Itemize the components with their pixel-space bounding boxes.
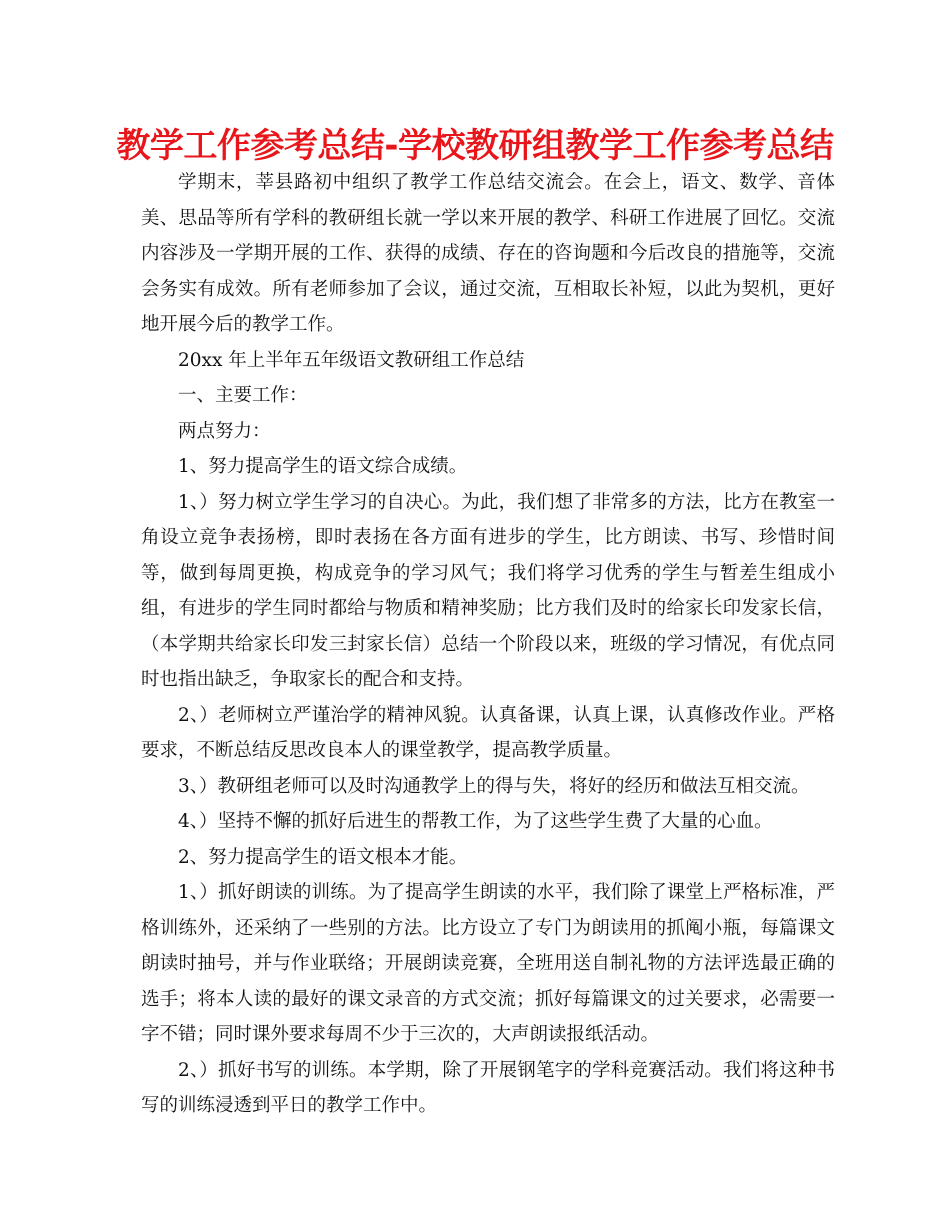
paragraph: 2、）老师树立严谨治学的精神风貌。认真备课，认真上课，认真修改作业。严格要求，不断总结反思改良本人的课堂教学，提高教学质量。	[141, 704, 835, 761]
paragraph: 1、）抓好朗读的训练。为了提高学生朗读的水平，我们除了课堂上严格标准，严格训练外，还采纳了一些别的方法。比方设立了专门为朗读用的抓阄小瓶，每篇课文朗读时抽号，并与作业联络；开展朗读竞赛，全班用送自制礼物的方法评选最正确的选手；将本人读的最好的课文录音的方式交流；抓好每篇课文的过关要求，必需要一字不错；同时课外要求每周不少于三次的，大声朗读报纸活动。	[141, 882, 835, 1045]
paragraph: 2、）抓好书写的训练。本学期，除了开展钢笔字的学科竞赛活动。我们将这种书写的训练浸透到平日的教学工作中。	[141, 1059, 835, 1116]
paragraph: 两点努力：	[178, 420, 271, 442]
paragraph: 20xx 年上半年五年级语文教研组工作总结	[178, 349, 525, 371]
paragraph: 1、努力提高学生的语文综合成绩。	[178, 456, 468, 477]
paragraph: 2、努力提高学生的语文根本才能。	[178, 846, 468, 868]
document-title: 教学工作参考总结-学校教研组教学工作参考总结	[116, 126, 834, 166]
paragraph: 一、主要工作：	[178, 385, 308, 406]
paragraph: 3、）教研组老师可以及时沟通教学上的得与失，将好的经历和做法互相交流。	[178, 775, 810, 797]
paragraph: 4、）坚持不懈的抓好后进生的帮教工作，为了这些学生费了大量的心血。	[178, 811, 773, 832]
paragraph: 1、）努力树立学生学习的自决心。为此，我们想了非常多的方法，比方在教室一角设立竞争表扬榜，即时表扬在各方面有进步的学生，比方朗读、书写、珍惜时间等，做到每周更换，构成竞争的学习风气；我们将学习优秀的学生与暂差生组成小组，有进步的学生同时都给与物质和精神奖励；比方我们及时的给家长印发家长信，（本学期共给家长印发三封家长信）总结一个阶段以来，班级的学习情况，有优点同时也指出缺乏，争取家长的配合和支持。	[141, 491, 835, 690]
paragraph: 学期末，莘县路初中组织了教学工作总结交流会。在会上，语文、数学、音体美、思品等所有学科的教研组长就一学以来开展的教学、科研工作进展了回忆。交流内容涉及一学期开展的工作、获得的成绩、存在的咨询题和今后改良的措施等，交流会务实有成效。所有老师参加了会议，通过交流，互相取长补短，以此为契机，更好地开展今后的教学工作。	[141, 172, 835, 335]
document-body	[141, 165, 835, 1124]
